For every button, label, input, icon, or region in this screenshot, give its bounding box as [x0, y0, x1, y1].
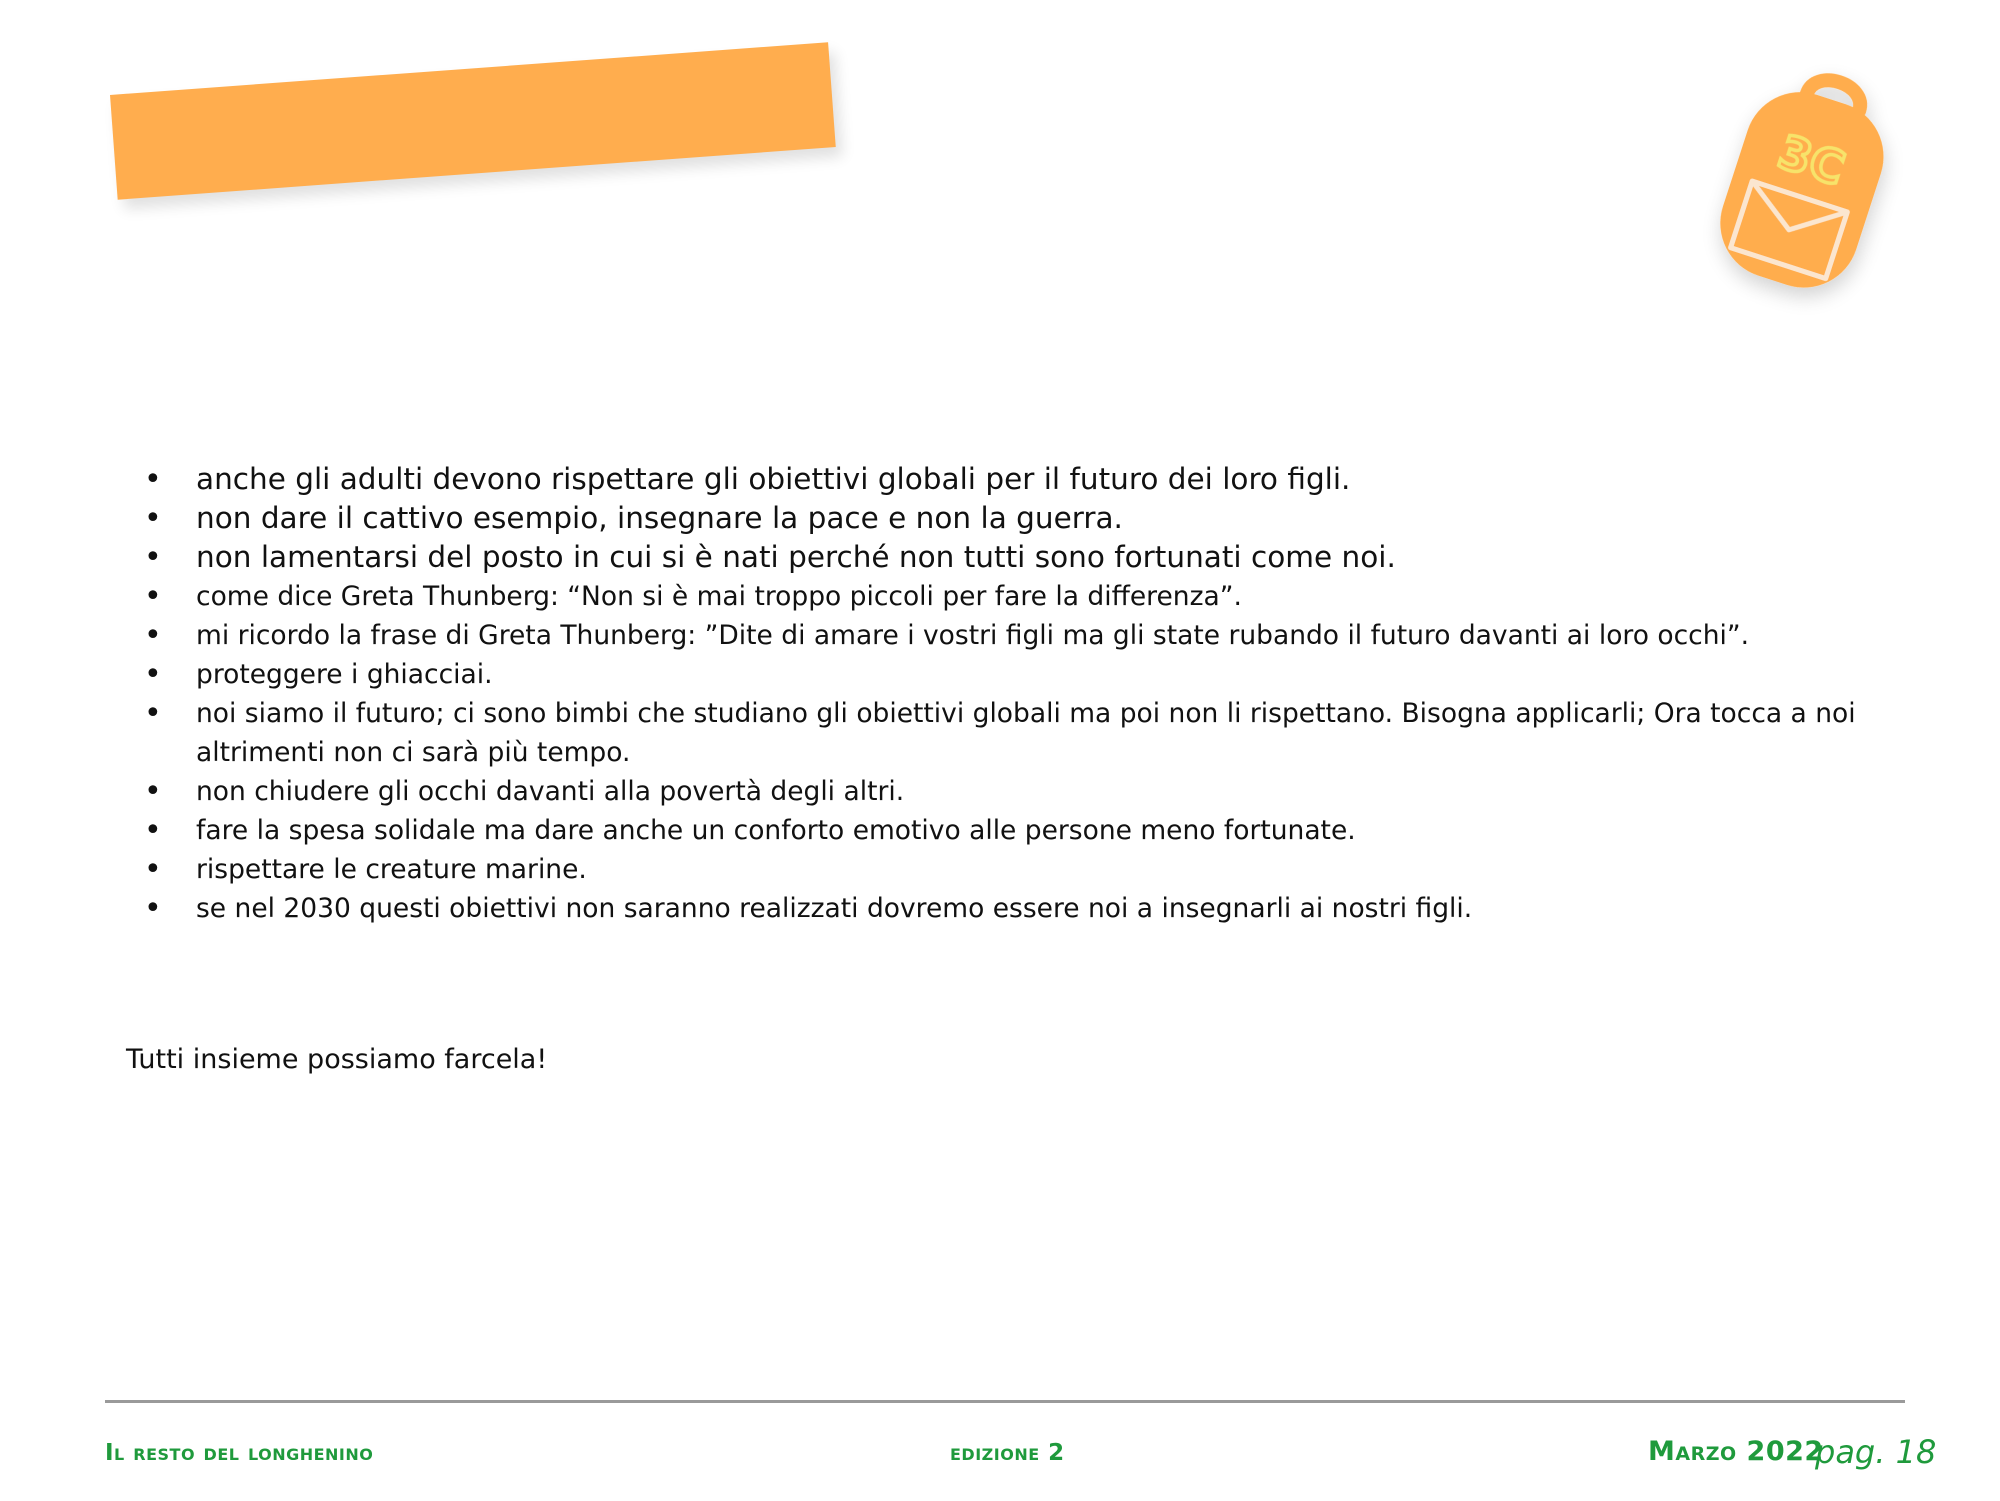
footer-page-number: pag. 18: [1815, 1433, 1937, 1471]
backpack-badge-label: 3C: [1771, 124, 1852, 197]
list-item: • noi siamo il futuro; ci sono bimbi che studiano gli obiettivi globali ma poi non li rispettano. Bisogna applicarli; Ora tocca a noi altrimenti non ci sarà più tempo.: [196, 694, 1880, 772]
list-item: • come dice Greta Thunberg: “Non si è mai troppo piccoli per fare la differenza”.: [196, 577, 1880, 616]
footer-edition: edizione 2: [950, 1440, 1065, 1466]
list-item: • proteggere i ghiacciai.: [196, 655, 1880, 694]
list-item: • mi ricordo la frase di Greta Thunberg: ”Dite di amare i vostri figli ma gli state rubando il futuro davanti ai loro occhi”.: [196, 616, 1880, 655]
list-item: • rispettare le creature marine.: [196, 850, 1880, 889]
header-orange-band: [110, 42, 836, 199]
list-item: • non lamentarsi del posto in cui si è nati perché non tutti sono fortunati come noi.: [196, 538, 1880, 577]
article-body: [120, 460, 1880, 928]
list-item: • anche gli adulti devono rispettare gli obiettivi globali per il futuro dei loro figli.: [196, 460, 1880, 499]
closing-line: Tutti insieme possiamo farcela!: [126, 1044, 548, 1075]
footer-divider: [105, 1400, 1905, 1403]
list-item: • non chiudere gli occhi davanti alla povertà degli altri.: [196, 772, 1880, 811]
bullet-list: [120, 460, 1880, 928]
footer-newspaper-name: Il resto del longhenino: [105, 1440, 374, 1466]
footer-date: Marzo 2022: [1648, 1436, 1824, 1467]
list-item: • non dare il cattivo esempio, insegnare la pace e non la guerra.: [196, 499, 1880, 538]
backpack-icon: [1680, 55, 1910, 315]
list-item: • fare la spesa solidale ma dare anche un conforto emotivo alle persone meno fortunate.: [196, 811, 1880, 850]
list-item: • se nel 2030 questi obiettivi non saranno realizzati dovremo essere noi a insegnarli ai nostri figli.: [196, 889, 1880, 928]
